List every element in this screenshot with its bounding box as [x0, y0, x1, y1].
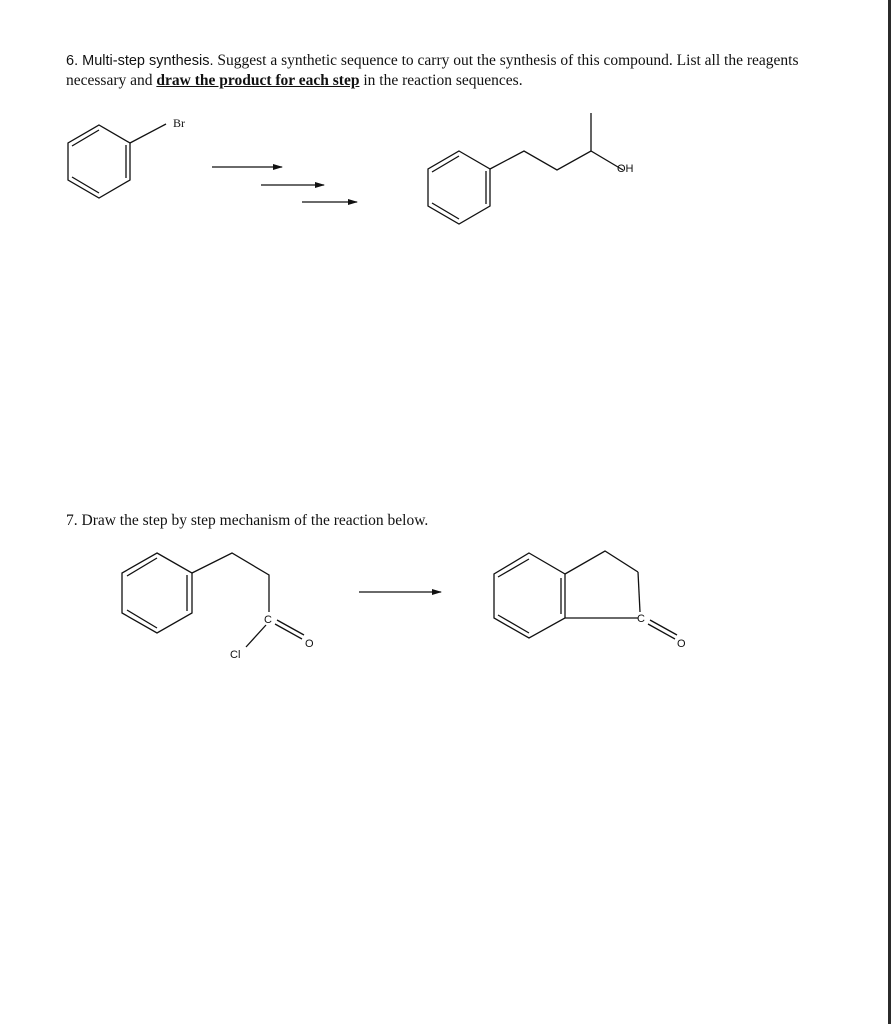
product-structure	[428, 113, 623, 224]
reactant-structure	[122, 553, 304, 647]
carbon-label: C	[264, 614, 272, 626]
indanone-structure	[494, 551, 677, 639]
oxygen-label: O	[305, 638, 314, 650]
reaction-arrows-step	[212, 167, 357, 202]
alkyl-chain	[490, 151, 623, 170]
question-7: 7. Draw the step by step mechanism of the reaction below.	[66, 512, 429, 529]
cyclopentane-bonds	[565, 551, 638, 574]
c-cl-bond	[246, 625, 266, 647]
carbon-label: C	[637, 613, 645, 625]
oxygen-label: O	[677, 638, 686, 650]
question-6-text-end: in the reaction sequences.	[359, 72, 523, 89]
benzene-ring	[122, 553, 192, 633]
question-6-emphasis: draw the product for each step	[156, 72, 360, 89]
starting-material-structure	[68, 124, 166, 198]
question-6-text: Suggest a synthetic sequence to carry out the synthesis of this compound. List all the reagents necessary and	[66, 52, 799, 89]
bromine-label: Br	[173, 116, 185, 130]
c-br-bond	[130, 124, 166, 143]
question-6-title: 6. Multi-step synthesis.	[66, 53, 214, 69]
chlorine-label: Cl	[230, 649, 241, 661]
alkyl-chain	[192, 553, 269, 612]
benzene-ring	[494, 553, 565, 638]
hydroxyl-label: OH	[617, 163, 634, 175]
benzene-ring	[68, 125, 130, 198]
benzene-ring	[428, 151, 490, 224]
